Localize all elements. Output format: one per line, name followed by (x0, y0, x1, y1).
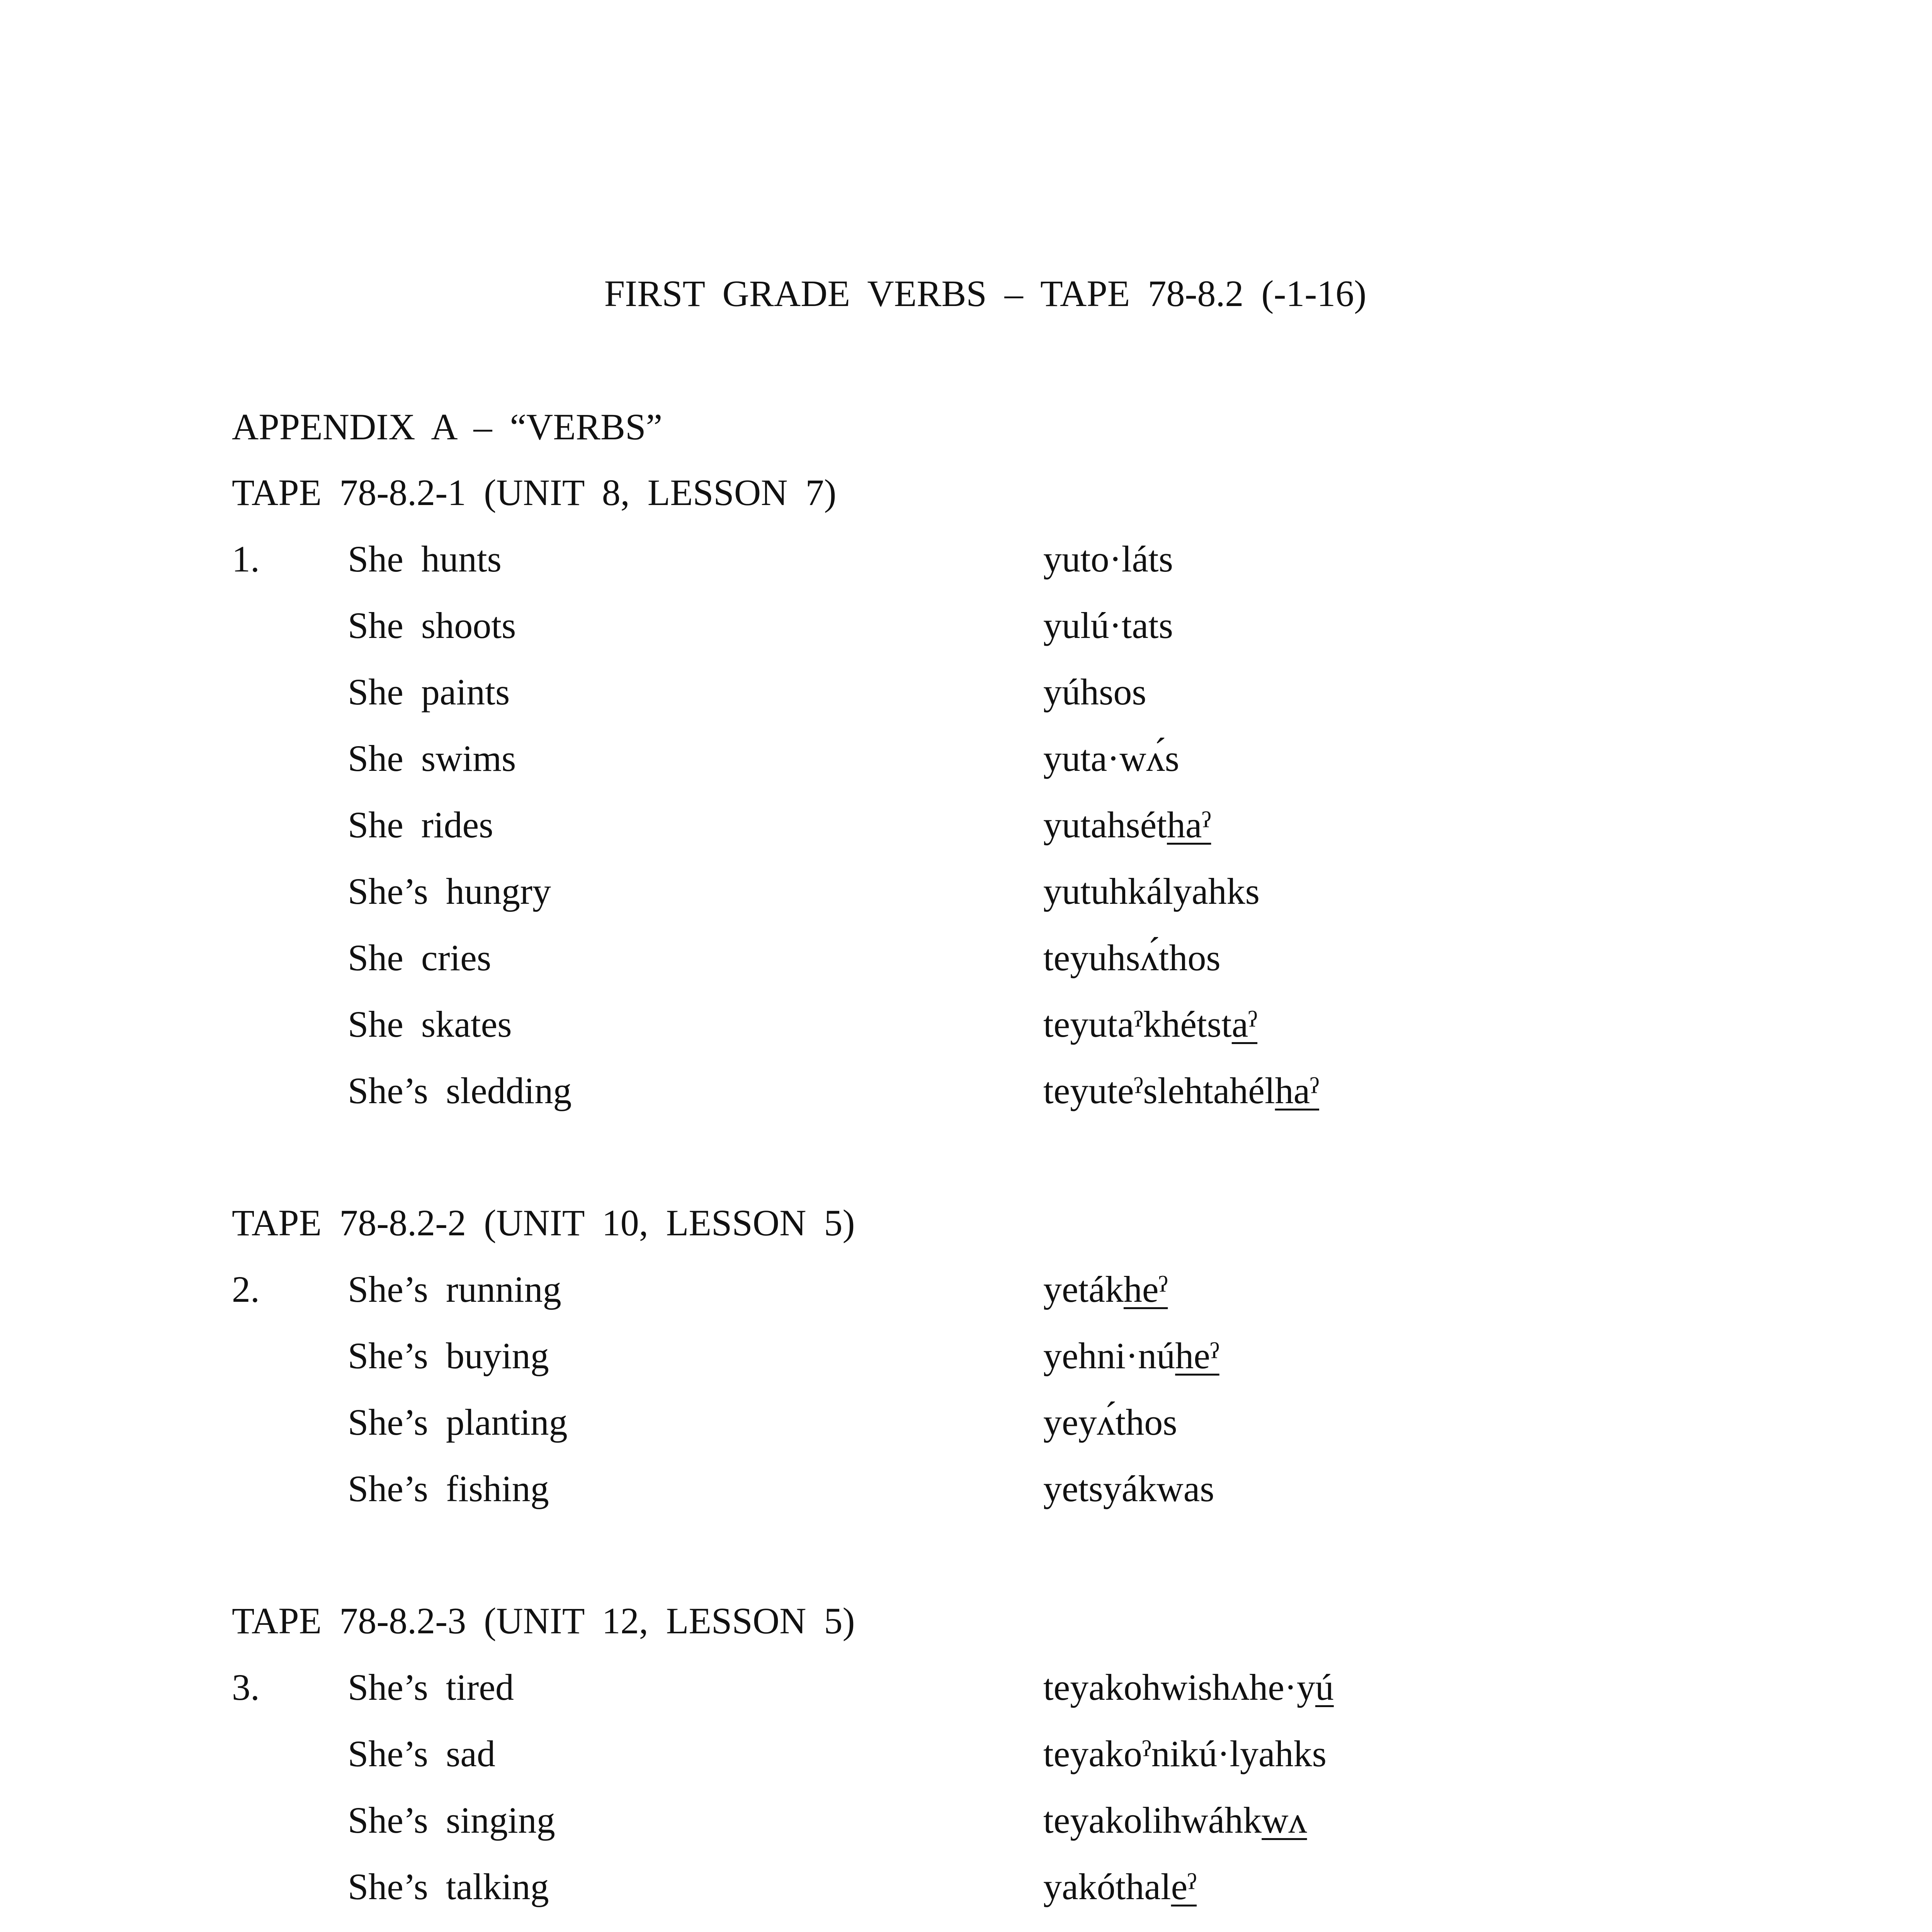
verb-row (232, 1333, 1777, 1399)
english-verb: She’s buying (348, 1335, 549, 1376)
verb-row (232, 1664, 1777, 1731)
english-verb: She rides (348, 804, 493, 845)
verb-row (232, 1399, 1777, 1466)
native-verb: yetákheˀ (1043, 1269, 1168, 1310)
native-verb: teyakoˀnikú·lyahks (1043, 1733, 1327, 1774)
english-verb (348, 1930, 537, 1932)
english-verb: She’s tired (348, 1667, 514, 1708)
verb-row (232, 735, 1777, 802)
english-verb: She’s sledding (348, 1070, 572, 1111)
verb-row (232, 1068, 1777, 1134)
native-verb: teyakohwishʌhe·yú (1043, 1667, 1334, 1708)
native-verb: teyuhsʌ́thos (1043, 937, 1221, 978)
native-verb: yuta·wʌ́s (1043, 738, 1179, 779)
entry-number: 3. (232, 1667, 260, 1708)
section-heading: TAPE 78-8.2-1 (UNIT 8, LESSON 7) (232, 472, 837, 513)
verb-row (232, 669, 1777, 735)
native-verb: yutuhkályahks (1043, 871, 1260, 912)
entry-number: 2. (232, 1269, 260, 1310)
english-verb: She skates (348, 1003, 512, 1045)
verb-row (232, 1466, 1777, 1532)
tape-section-1 (232, 469, 1777, 1134)
native-verb (1043, 1930, 1269, 1932)
native-verb: yuto·láts (1043, 538, 1173, 580)
verb-row (232, 1266, 1777, 1333)
native-verb: yutahséthaˀ (1043, 804, 1211, 845)
native-verb: yetsyákwas (1043, 1468, 1214, 1509)
native-verb: yehni·núheˀ (1043, 1335, 1219, 1376)
english-verb: She hunts (348, 538, 502, 580)
verb-row (232, 802, 1777, 868)
page-title: FIRST GRADE VERBS – TAPE 78-8.2 (-1-16) (604, 273, 1367, 314)
native-verb: teyutaˀkhétstaˀ (1043, 1003, 1258, 1045)
tape-section-2 (232, 1200, 1777, 1532)
english-verb: She swims (348, 738, 516, 779)
english-verb: She’s running (348, 1269, 561, 1310)
verb-row (232, 1797, 1777, 1864)
section-heading: TAPE 78-8.2-3 (UNIT 12, LESSON 5) (232, 1600, 855, 1641)
verb-row (232, 868, 1777, 935)
native-verb: teyakolihwáhkwʌ (1043, 1799, 1307, 1841)
native-verb: yakóthaleˀ (1043, 1866, 1197, 1907)
native-verb: yúhsos (1043, 671, 1146, 713)
appendix-heading: APPENDIX A – “VERBS” (232, 406, 663, 447)
native-verb: yulú·tats (1043, 605, 1173, 646)
entry-number: 1. (232, 538, 260, 580)
verb-row (232, 1001, 1777, 1068)
verb-row (232, 1731, 1777, 1797)
section-heading: TAPE 78-8.2-2 (UNIT 10, LESSON 5) (232, 1202, 855, 1243)
english-verb: She’s fishing (348, 1468, 549, 1509)
native-verb: teyuteˀslehtahélhaˀ (1043, 1070, 1319, 1111)
english-verb: She shoots (348, 605, 516, 646)
english-verb: She’s talking (348, 1866, 549, 1907)
verb-row (232, 536, 1777, 602)
english-verb: She’s singing (348, 1799, 555, 1841)
english-verb: She’s sad (348, 1733, 495, 1774)
english-verb: She’s planting (348, 1401, 568, 1443)
english-verb: She paints (348, 671, 510, 713)
english-verb: She cries (348, 937, 492, 978)
verb-row (232, 602, 1777, 669)
verb-row (232, 1930, 1777, 1932)
verb-row (232, 935, 1777, 1001)
english-verb: She’s hungry (348, 871, 551, 912)
tape-section-3 (232, 1598, 1777, 1932)
native-verb: yeyʌ́thos (1043, 1401, 1177, 1443)
verb-row (232, 1864, 1777, 1930)
